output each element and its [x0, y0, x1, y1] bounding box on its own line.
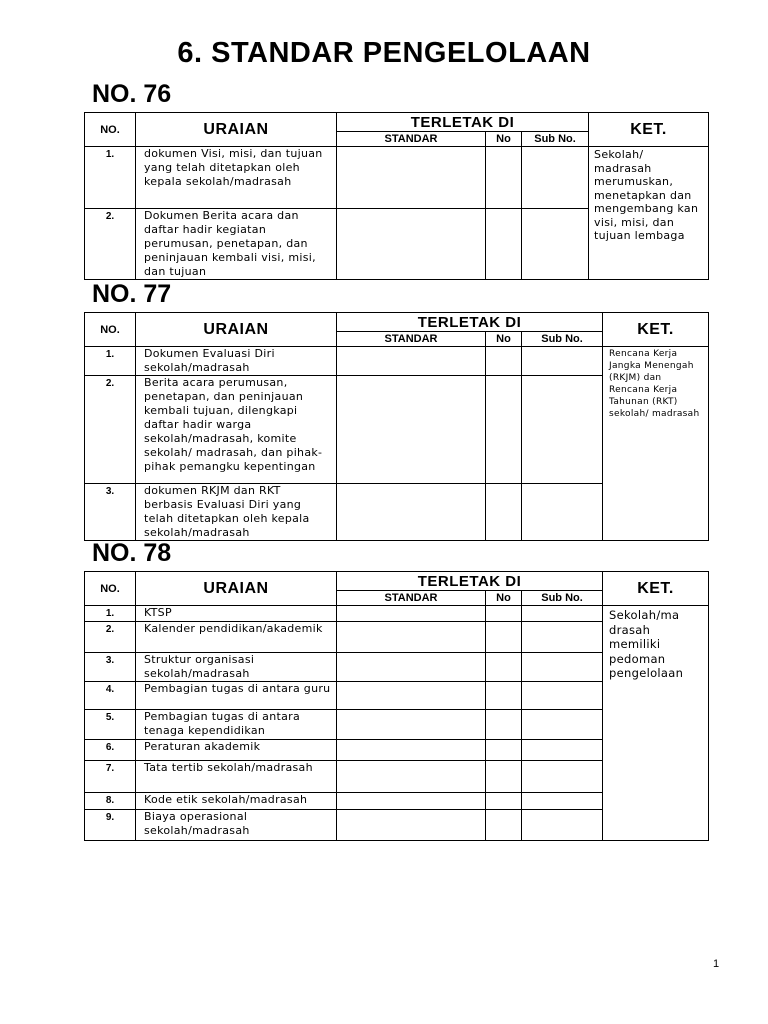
- header-ket: KET.: [589, 113, 709, 147]
- row-description: Dokumen Evaluasi Diri sekolah/madrasah: [136, 347, 337, 376]
- row-number: 1.: [85, 606, 136, 622]
- row-description: KTSP: [136, 606, 337, 622]
- cell-no: [486, 653, 522, 682]
- cell-no: [486, 622, 522, 653]
- cell-standar: [337, 793, 486, 810]
- ket-cell: Sekolah/ma drasah memiliki pedoman pengelolaan: [603, 606, 709, 841]
- header-uraian: URAIAN: [136, 113, 337, 147]
- header-ket: KET.: [603, 572, 709, 606]
- cell-standar: [337, 710, 486, 740]
- cell-sub-no: [522, 209, 589, 280]
- cell-sub-no: [522, 710, 603, 740]
- row-number: 3.: [85, 484, 136, 541]
- row-number: 5.: [85, 710, 136, 740]
- row-description: Pembagian tugas di antara tenaga kependidikan: [136, 710, 337, 740]
- cell-sub-no: [522, 793, 603, 810]
- header-terletak: TERLETAK DI: [337, 572, 603, 591]
- header-no-sub: No: [486, 132, 522, 147]
- page-number: 1: [713, 958, 720, 970]
- cell-no: [486, 376, 522, 484]
- header-no: NO.: [85, 313, 136, 347]
- cell-standar: [337, 653, 486, 682]
- cell-sub-no: [522, 376, 603, 484]
- section-label-78: NO. 78: [92, 539, 172, 567]
- cell-standar: [337, 740, 486, 761]
- row-number: 2.: [85, 209, 136, 280]
- header-sub-no: Sub No.: [522, 132, 589, 147]
- table-row: [85, 147, 709, 209]
- row-description: dokumen Visi, misi, dan tujuan yang telah ditetapkan oleh kepala sekolah/madrasah: [136, 147, 337, 209]
- row-description: Berita acara perumusan, penetapan, dan peninjauan kembali tujuan, dilengkapi daftar hadir warga sekolah/madrasah, komite sekolah/ madrasah, dan pihak-pihak pemangku kepentingan: [136, 376, 337, 484]
- cell-no: [486, 761, 522, 793]
- cell-no: [486, 740, 522, 761]
- cell-sub-no: [522, 484, 603, 541]
- cell-no: [486, 484, 522, 541]
- cell-standar: [337, 606, 486, 622]
- row-number: 2.: [85, 622, 136, 653]
- row-description: Peraturan akademik: [136, 740, 337, 761]
- cell-no: [486, 810, 522, 841]
- row-number: 2.: [85, 376, 136, 484]
- table-78: [84, 571, 709, 841]
- row-number: 1.: [85, 347, 136, 376]
- header-terletak: TERLETAK DI: [337, 113, 589, 132]
- row-description: Biaya operasional sekolah/madrasah: [136, 810, 337, 841]
- row-description: dokumen RKJM dan RKT berbasis Evaluasi Diri yang telah ditetapkan oleh kepala sekolah/madrasah: [136, 484, 337, 541]
- cell-sub-no: [522, 147, 589, 209]
- row-description: Pembagian tugas di antara guru: [136, 682, 337, 710]
- cell-standar: [337, 347, 486, 376]
- cell-sub-no: [522, 606, 603, 622]
- ket-cell: Sekolah/ madrasah merumuskan, menetapkan dan mengembang kan visi, misi, dan tujuan lembaga: [589, 147, 709, 280]
- cell-sub-no: [522, 761, 603, 793]
- cell-no: [486, 209, 522, 280]
- ket-cell: Rencana Kerja Jangka Menengah (RKJM) dan Rencana Kerja Tahunan (RKT) sekolah/ madrasah: [603, 347, 709, 541]
- cell-sub-no: [522, 622, 603, 653]
- row-number: 3.: [85, 653, 136, 682]
- section-label-76: NO. 76: [92, 80, 172, 108]
- row-description: Struktur organisasi sekolah/madrasah: [136, 653, 337, 682]
- row-description: Dokumen Berita acara dan daftar hadir kegiatan perumusan, penetapan, dan peninjauan kembali visi, misi, dan tujuan: [136, 209, 337, 280]
- cell-no: [486, 606, 522, 622]
- row-number: 1.: [85, 147, 136, 209]
- header-standar: STANDAR: [337, 132, 486, 147]
- cell-standar: [337, 761, 486, 793]
- page-title: 6. STANDAR PENGELOLAAN: [177, 37, 591, 69]
- row-description: Tata tertib sekolah/madrasah: [136, 761, 337, 793]
- row-number: 9.: [85, 810, 136, 841]
- cell-standar: [337, 209, 486, 280]
- cell-sub-no: [522, 810, 603, 841]
- header-terletak: TERLETAK DI: [337, 313, 603, 332]
- cell-standar: [337, 810, 486, 841]
- table-76: [84, 112, 709, 280]
- cell-sub-no: [522, 740, 603, 761]
- row-description: Kode etik sekolah/madrasah: [136, 793, 337, 810]
- header-standar: STANDAR: [337, 591, 486, 606]
- row-description: Kalender pendidikan/akademik: [136, 622, 337, 653]
- cell-sub-no: [522, 347, 603, 376]
- table-row: [85, 347, 709, 376]
- header-no: NO.: [85, 113, 136, 147]
- header-standar: STANDAR: [337, 332, 486, 347]
- header-no-sub: No: [486, 332, 522, 347]
- cell-no: [486, 710, 522, 740]
- cell-standar: [337, 147, 486, 209]
- cell-standar: [337, 682, 486, 710]
- table-row: [85, 606, 709, 622]
- cell-sub-no: [522, 653, 603, 682]
- row-number: 8.: [85, 793, 136, 810]
- header-uraian: URAIAN: [136, 313, 337, 347]
- header-uraian: URAIAN: [136, 572, 337, 606]
- header-ket: KET.: [603, 313, 709, 347]
- header-no-sub: No: [486, 591, 522, 606]
- cell-no: [486, 682, 522, 710]
- table-77: [84, 312, 709, 541]
- cell-no: [486, 147, 522, 209]
- header-sub-no: Sub No.: [522, 591, 603, 606]
- cell-standar: [337, 376, 486, 484]
- header-no: NO.: [85, 572, 136, 606]
- row-number: 7.: [85, 761, 136, 793]
- row-number: 4.: [85, 682, 136, 710]
- cell-standar: [337, 622, 486, 653]
- section-label-77: NO. 77: [92, 280, 172, 308]
- cell-no: [486, 793, 522, 810]
- cell-sub-no: [522, 682, 603, 710]
- cell-no: [486, 347, 522, 376]
- row-number: 6.: [85, 740, 136, 761]
- header-sub-no: Sub No.: [522, 332, 603, 347]
- cell-standar: [337, 484, 486, 541]
